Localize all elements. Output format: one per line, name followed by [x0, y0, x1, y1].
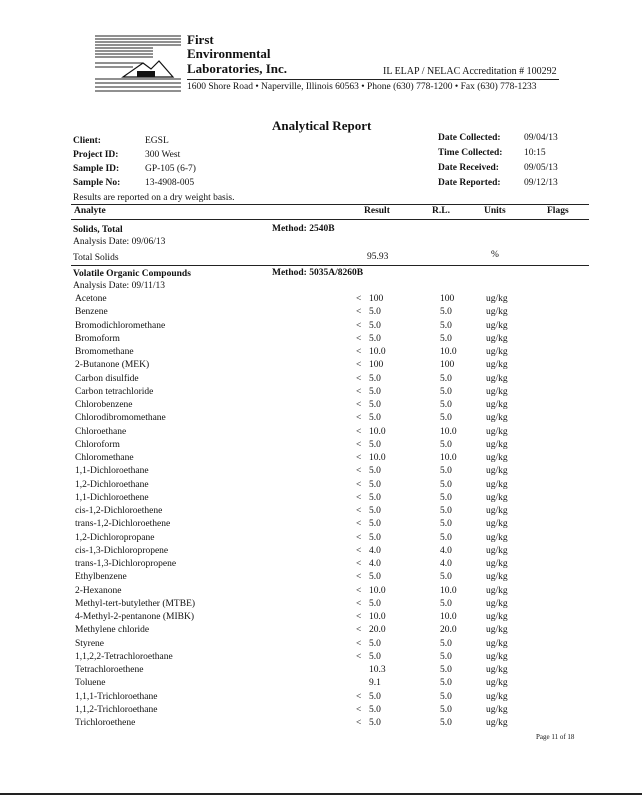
less-than-sign: < — [356, 612, 362, 622]
less-than-sign: < — [356, 400, 362, 410]
units-value: ug/kg — [486, 400, 508, 410]
time-collected-label: Time Collected: — [438, 148, 503, 158]
table-row — [0, 718, 642, 731]
units-value: ug/kg — [486, 718, 508, 728]
less-than-sign: < — [356, 360, 362, 371]
units-value: ug/kg — [486, 360, 508, 371]
table-row — [0, 466, 642, 479]
reporting-limit: 5.0 — [440, 439, 452, 450]
analyte-name: cis-1,2-Dichloroethene — [75, 506, 163, 516]
table-row — [0, 612, 642, 625]
analyte-name: Tetrachloroethene — [75, 665, 144, 675]
result-value: 5.0 — [369, 532, 381, 543]
sample-id-value: GP-105 (6-7) — [145, 164, 196, 174]
reporting-limit: 5.0 — [440, 638, 452, 649]
analyte-name: Carbon tetrachloride — [75, 386, 154, 397]
reporting-limit: 10.0 — [440, 612, 457, 622]
less-than-sign: < — [356, 625, 362, 636]
solids-section-title: Solids, Total — [73, 225, 123, 235]
reporting-limit: 100 — [440, 360, 455, 371]
solids-rule — [71, 265, 589, 266]
table-row — [0, 334, 642, 347]
less-than-sign: < — [356, 545, 362, 556]
table-row — [0, 586, 642, 599]
less-than-sign: < — [356, 453, 362, 463]
logo-graphic — [93, 33, 183, 95]
analyte-name: Acetone — [75, 294, 107, 304]
analyte-name: Trichloroethene — [75, 718, 136, 728]
result-value: 5.0 — [369, 638, 381, 649]
result-value: 5.0 — [369, 307, 381, 318]
result-value: 5.0 — [369, 718, 381, 728]
date-received-value: 09/05/13 — [524, 163, 558, 173]
analyte-name: 2-Butanone (MEK) — [75, 360, 150, 371]
analyte-name: Styrene — [75, 638, 105, 649]
reporting-limit: 5.0 — [440, 678, 452, 689]
table-row — [0, 493, 642, 506]
result-value: 20.0 — [369, 625, 386, 636]
result-value: 5.0 — [369, 373, 381, 384]
units-value: ug/kg — [486, 333, 508, 344]
table-row — [0, 533, 642, 546]
solids-result: 95.93 — [367, 252, 389, 262]
analyte-name: Chlorobenzene — [75, 400, 133, 410]
sample-id-label: Sample ID: — [73, 164, 120, 174]
lab-logo — [93, 33, 183, 95]
result-value: 5.0 — [369, 320, 381, 331]
reporting-limit: 5.0 — [440, 373, 452, 384]
reporting-limit: 5.0 — [440, 519, 452, 530]
sample-no-label: Sample No: — [73, 178, 121, 188]
analyte-name: 1,1-Dichloroethane — [75, 466, 149, 477]
less-than-sign: < — [356, 294, 362, 304]
voc-method: Method: 5035A/8260B — [272, 268, 364, 278]
result-value: 5.0 — [369, 572, 381, 583]
table-row — [0, 559, 642, 572]
solids-analysis-date: Analysis Date: 09/06/13 — [73, 237, 166, 247]
scan-bottom-edge — [0, 793, 642, 795]
units-value: ug/kg — [486, 545, 508, 556]
reporting-limit: 5.0 — [440, 386, 452, 397]
units-value: ug/kg — [486, 506, 508, 516]
table-row — [0, 294, 642, 307]
col-units: Units — [484, 206, 506, 216]
table-row — [0, 307, 642, 320]
table-row — [0, 440, 642, 453]
analyte-name: Chloroform — [75, 439, 120, 450]
analyte-name: Chlorodibromomethane — [75, 413, 166, 424]
analyte-name: 1,1-Dichloroethene — [75, 492, 149, 503]
reporting-limit: 5.0 — [440, 320, 452, 331]
date-reported-value: 09/12/13 — [524, 178, 558, 188]
table-row — [0, 692, 642, 705]
reporting-limit: 5.0 — [440, 651, 452, 662]
analyte-name: Ethylbenzene — [75, 572, 127, 583]
reporting-limit: 10.0 — [440, 426, 457, 437]
reporting-limit: 5.0 — [440, 466, 452, 477]
result-value: 5.0 — [369, 691, 381, 702]
analyte-name: 1,1,1-Trichloroethane — [75, 691, 158, 702]
analyte-name: 2-Hexanone — [75, 585, 122, 596]
project-label: Project ID: — [73, 150, 119, 160]
table-row — [0, 639, 642, 652]
client-label: Client: — [73, 136, 101, 146]
reporting-limit: 5.0 — [440, 532, 452, 543]
col-result: Result — [364, 206, 390, 216]
reporting-limit: 5.0 — [440, 704, 452, 715]
units-value: ug/kg — [486, 638, 508, 649]
company-name-line1: First — [187, 32, 214, 47]
result-value: 5.0 — [369, 506, 381, 516]
date-collected-value: 09/04/13 — [524, 133, 558, 143]
units-value: ug/kg — [486, 678, 508, 689]
voc-section-title: Volatile Organic Compounds — [73, 269, 191, 279]
result-value: 10.0 — [369, 426, 386, 437]
result-value: 10.0 — [369, 585, 386, 596]
less-than-sign: < — [356, 307, 362, 318]
result-value: 100 — [369, 360, 384, 371]
table-row — [0, 572, 642, 585]
voc-analysis-date: Analysis Date: 09/11/13 — [73, 281, 165, 291]
less-than-sign: < — [356, 638, 362, 649]
sample-no-value: 13-4908-005 — [145, 178, 195, 188]
units-value: ug/kg — [486, 479, 508, 490]
result-value: 5.0 — [369, 466, 381, 477]
analyte-name: Methylene chloride — [75, 625, 150, 636]
result-value: 5.0 — [369, 413, 381, 424]
table-row — [0, 427, 642, 440]
analyte-name: Bromodichloromethane — [75, 320, 166, 331]
table-row — [0, 705, 642, 718]
units-value: ug/kg — [486, 347, 508, 357]
result-value: 10.3 — [369, 665, 386, 675]
analyte-name: Carbon disulfide — [75, 373, 139, 384]
less-than-sign: < — [356, 506, 362, 516]
date-reported-label: Date Reported: — [438, 178, 501, 188]
reporting-limit: 10.0 — [440, 453, 457, 463]
less-than-sign: < — [356, 466, 362, 477]
less-than-sign: < — [356, 479, 362, 490]
result-value: 5.0 — [369, 439, 381, 450]
table-row — [0, 546, 642, 559]
units-value: ug/kg — [486, 612, 508, 622]
less-than-sign: < — [356, 333, 362, 344]
dry-weight-note: Results are reported on a dry weight basis. — [73, 193, 235, 203]
table-row — [0, 387, 642, 400]
table-row — [0, 413, 642, 426]
less-than-sign: < — [356, 320, 362, 331]
table-top-rule — [71, 204, 589, 205]
reporting-limit: 4.0 — [440, 545, 452, 556]
reporting-limit: 5.0 — [440, 691, 452, 702]
units-value: ug/kg — [486, 665, 508, 675]
client-value: EGSL — [145, 136, 169, 146]
units-value: ug/kg — [486, 625, 508, 636]
analyte-name: 4-Methyl-2-pentanone (MIBK) — [75, 612, 194, 622]
units-value: ug/kg — [486, 426, 508, 437]
less-than-sign: < — [356, 519, 362, 530]
units-value: ug/kg — [486, 704, 508, 715]
units-value: ug/kg — [486, 466, 508, 477]
table-row — [0, 374, 642, 387]
units-value: ug/kg — [486, 572, 508, 583]
less-than-sign: < — [356, 704, 362, 715]
col-rl: R.L. — [432, 206, 450, 216]
reporting-limit: 10.0 — [440, 347, 457, 357]
table-row — [0, 519, 642, 532]
result-value: 4.0 — [369, 545, 381, 556]
analyte-name: trans-1,2-Dichloroethene — [75, 519, 171, 530]
analyte-name: Bromomethane — [75, 347, 134, 357]
reporting-limit: 100 — [440, 294, 455, 304]
reporting-limit: 5.0 — [440, 718, 452, 728]
table-header-rule — [71, 219, 589, 220]
units-value: ug/kg — [486, 453, 508, 463]
table-row — [0, 652, 642, 665]
table-row — [0, 599, 642, 612]
result-value: 5.0 — [369, 519, 381, 530]
analyte-name: cis-1,3-Dichloropropene — [75, 545, 169, 556]
result-value: 100 — [369, 294, 384, 304]
table-row — [0, 678, 642, 691]
reporting-limit: 5.0 — [440, 492, 452, 503]
reporting-limit: 5.0 — [440, 598, 452, 609]
reporting-limit: 4.0 — [440, 559, 452, 569]
units-value: ug/kg — [486, 598, 508, 609]
header-rule — [187, 79, 559, 80]
analyte-name: trans-1,3-Dichloropropene — [75, 559, 177, 569]
page-number: Page 11 of 18 — [536, 733, 575, 741]
lab-address: 1600 Shore Road • Naperville, Illinois 60563 • Phone (630) 778-1200 • Fax (630) 778-1233 — [187, 82, 537, 92]
units-value: ug/kg — [486, 307, 508, 318]
col-flags: Flags — [547, 206, 569, 216]
date-collected-label: Date Collected: — [438, 133, 501, 143]
analyte-name: Chloromethane — [75, 453, 134, 463]
analyte-name: Bromoform — [75, 333, 120, 344]
analyte-name: Methyl-tert-butylether (MTBE) — [75, 598, 196, 609]
less-than-sign: < — [356, 691, 362, 702]
less-than-sign: < — [356, 532, 362, 543]
result-value: 5.0 — [369, 651, 381, 662]
analyte-name: 1,2-Dichloroethane — [75, 479, 149, 490]
less-than-sign: < — [356, 413, 362, 424]
table-row — [0, 347, 642, 360]
reporting-limit: 5.0 — [440, 572, 452, 583]
date-received-label: Date Received: — [438, 163, 499, 173]
result-value: 5.0 — [369, 386, 381, 397]
result-value: 4.0 — [369, 559, 381, 569]
units-value: ug/kg — [486, 386, 508, 397]
analyte-name: 1,2-Dichloropropane — [75, 532, 155, 543]
result-value: 5.0 — [369, 333, 381, 344]
units-value: ug/kg — [486, 373, 508, 384]
table-row — [0, 400, 642, 413]
less-than-sign: < — [356, 572, 362, 583]
table-row — [0, 665, 642, 678]
accreditation: IL ELAP / NELAC Accreditation # 100292 — [383, 66, 557, 77]
less-than-sign: < — [356, 559, 362, 569]
solids-units: % — [491, 250, 499, 260]
reporting-limit: 5.0 — [440, 506, 452, 516]
company-name-line3: Laboratories, Inc. — [187, 61, 288, 76]
units-value: ug/kg — [486, 559, 508, 569]
report-title: Analytical Report — [272, 118, 372, 133]
solids-method: Method: 2540B — [272, 224, 335, 234]
result-value: 9.1 — [369, 678, 381, 689]
less-than-sign: < — [356, 492, 362, 503]
less-than-sign: < — [356, 439, 362, 450]
reporting-limit: 5.0 — [440, 333, 452, 344]
result-value: 10.0 — [369, 453, 386, 463]
reporting-limit: 5.0 — [440, 479, 452, 490]
table-row — [0, 360, 642, 373]
table-row — [0, 625, 642, 638]
units-value: ug/kg — [486, 691, 508, 702]
analyte-name: 1,1,2-Trichloroethane — [75, 704, 158, 715]
reporting-limit: 10.0 — [440, 585, 457, 596]
units-value: ug/kg — [486, 413, 508, 424]
less-than-sign: < — [356, 718, 362, 728]
table-row — [0, 453, 642, 466]
less-than-sign: < — [356, 386, 362, 397]
reporting-limit: 5.0 — [440, 400, 452, 410]
reporting-limit: 5.0 — [440, 665, 452, 675]
col-analyte: Analyte — [74, 206, 106, 216]
table-row — [0, 321, 642, 334]
solids-analyte: Total Solids — [73, 253, 119, 263]
analyte-name: Chloroethane — [75, 426, 127, 437]
units-value: ug/kg — [486, 439, 508, 450]
units-value: ug/kg — [486, 585, 508, 596]
units-value: ug/kg — [486, 532, 508, 543]
table-row — [0, 480, 642, 493]
table-row — [0, 506, 642, 519]
result-value: 5.0 — [369, 492, 381, 503]
units-value: ug/kg — [486, 492, 508, 503]
result-value: 5.0 — [369, 400, 381, 410]
analyte-name: Benzene — [75, 307, 108, 318]
reporting-limit: 20.0 — [440, 625, 457, 636]
time-collected-value: 10:15 — [524, 148, 546, 158]
reporting-limit: 5.0 — [440, 307, 452, 318]
less-than-sign: < — [356, 585, 362, 596]
result-value: 10.0 — [369, 347, 386, 357]
units-value: ug/kg — [486, 320, 508, 331]
units-value: ug/kg — [486, 651, 508, 662]
analyte-name: 1,1,2,2-Tetrachloroethane — [75, 651, 173, 662]
less-than-sign: < — [356, 598, 362, 609]
less-than-sign: < — [356, 651, 362, 662]
reporting-limit: 5.0 — [440, 413, 452, 424]
less-than-sign: < — [356, 373, 362, 384]
analyte-name: Toluene — [75, 678, 106, 689]
result-value: 5.0 — [369, 704, 381, 715]
result-value: 5.0 — [369, 479, 381, 490]
result-value: 5.0 — [369, 598, 381, 609]
less-than-sign: < — [356, 347, 362, 357]
result-value: 10.0 — [369, 612, 386, 622]
project-value: 300 West — [145, 150, 181, 160]
units-value: ug/kg — [486, 519, 508, 530]
company-name-line2: Environmental — [187, 46, 271, 61]
units-value: ug/kg — [486, 294, 508, 304]
less-than-sign: < — [356, 426, 362, 437]
